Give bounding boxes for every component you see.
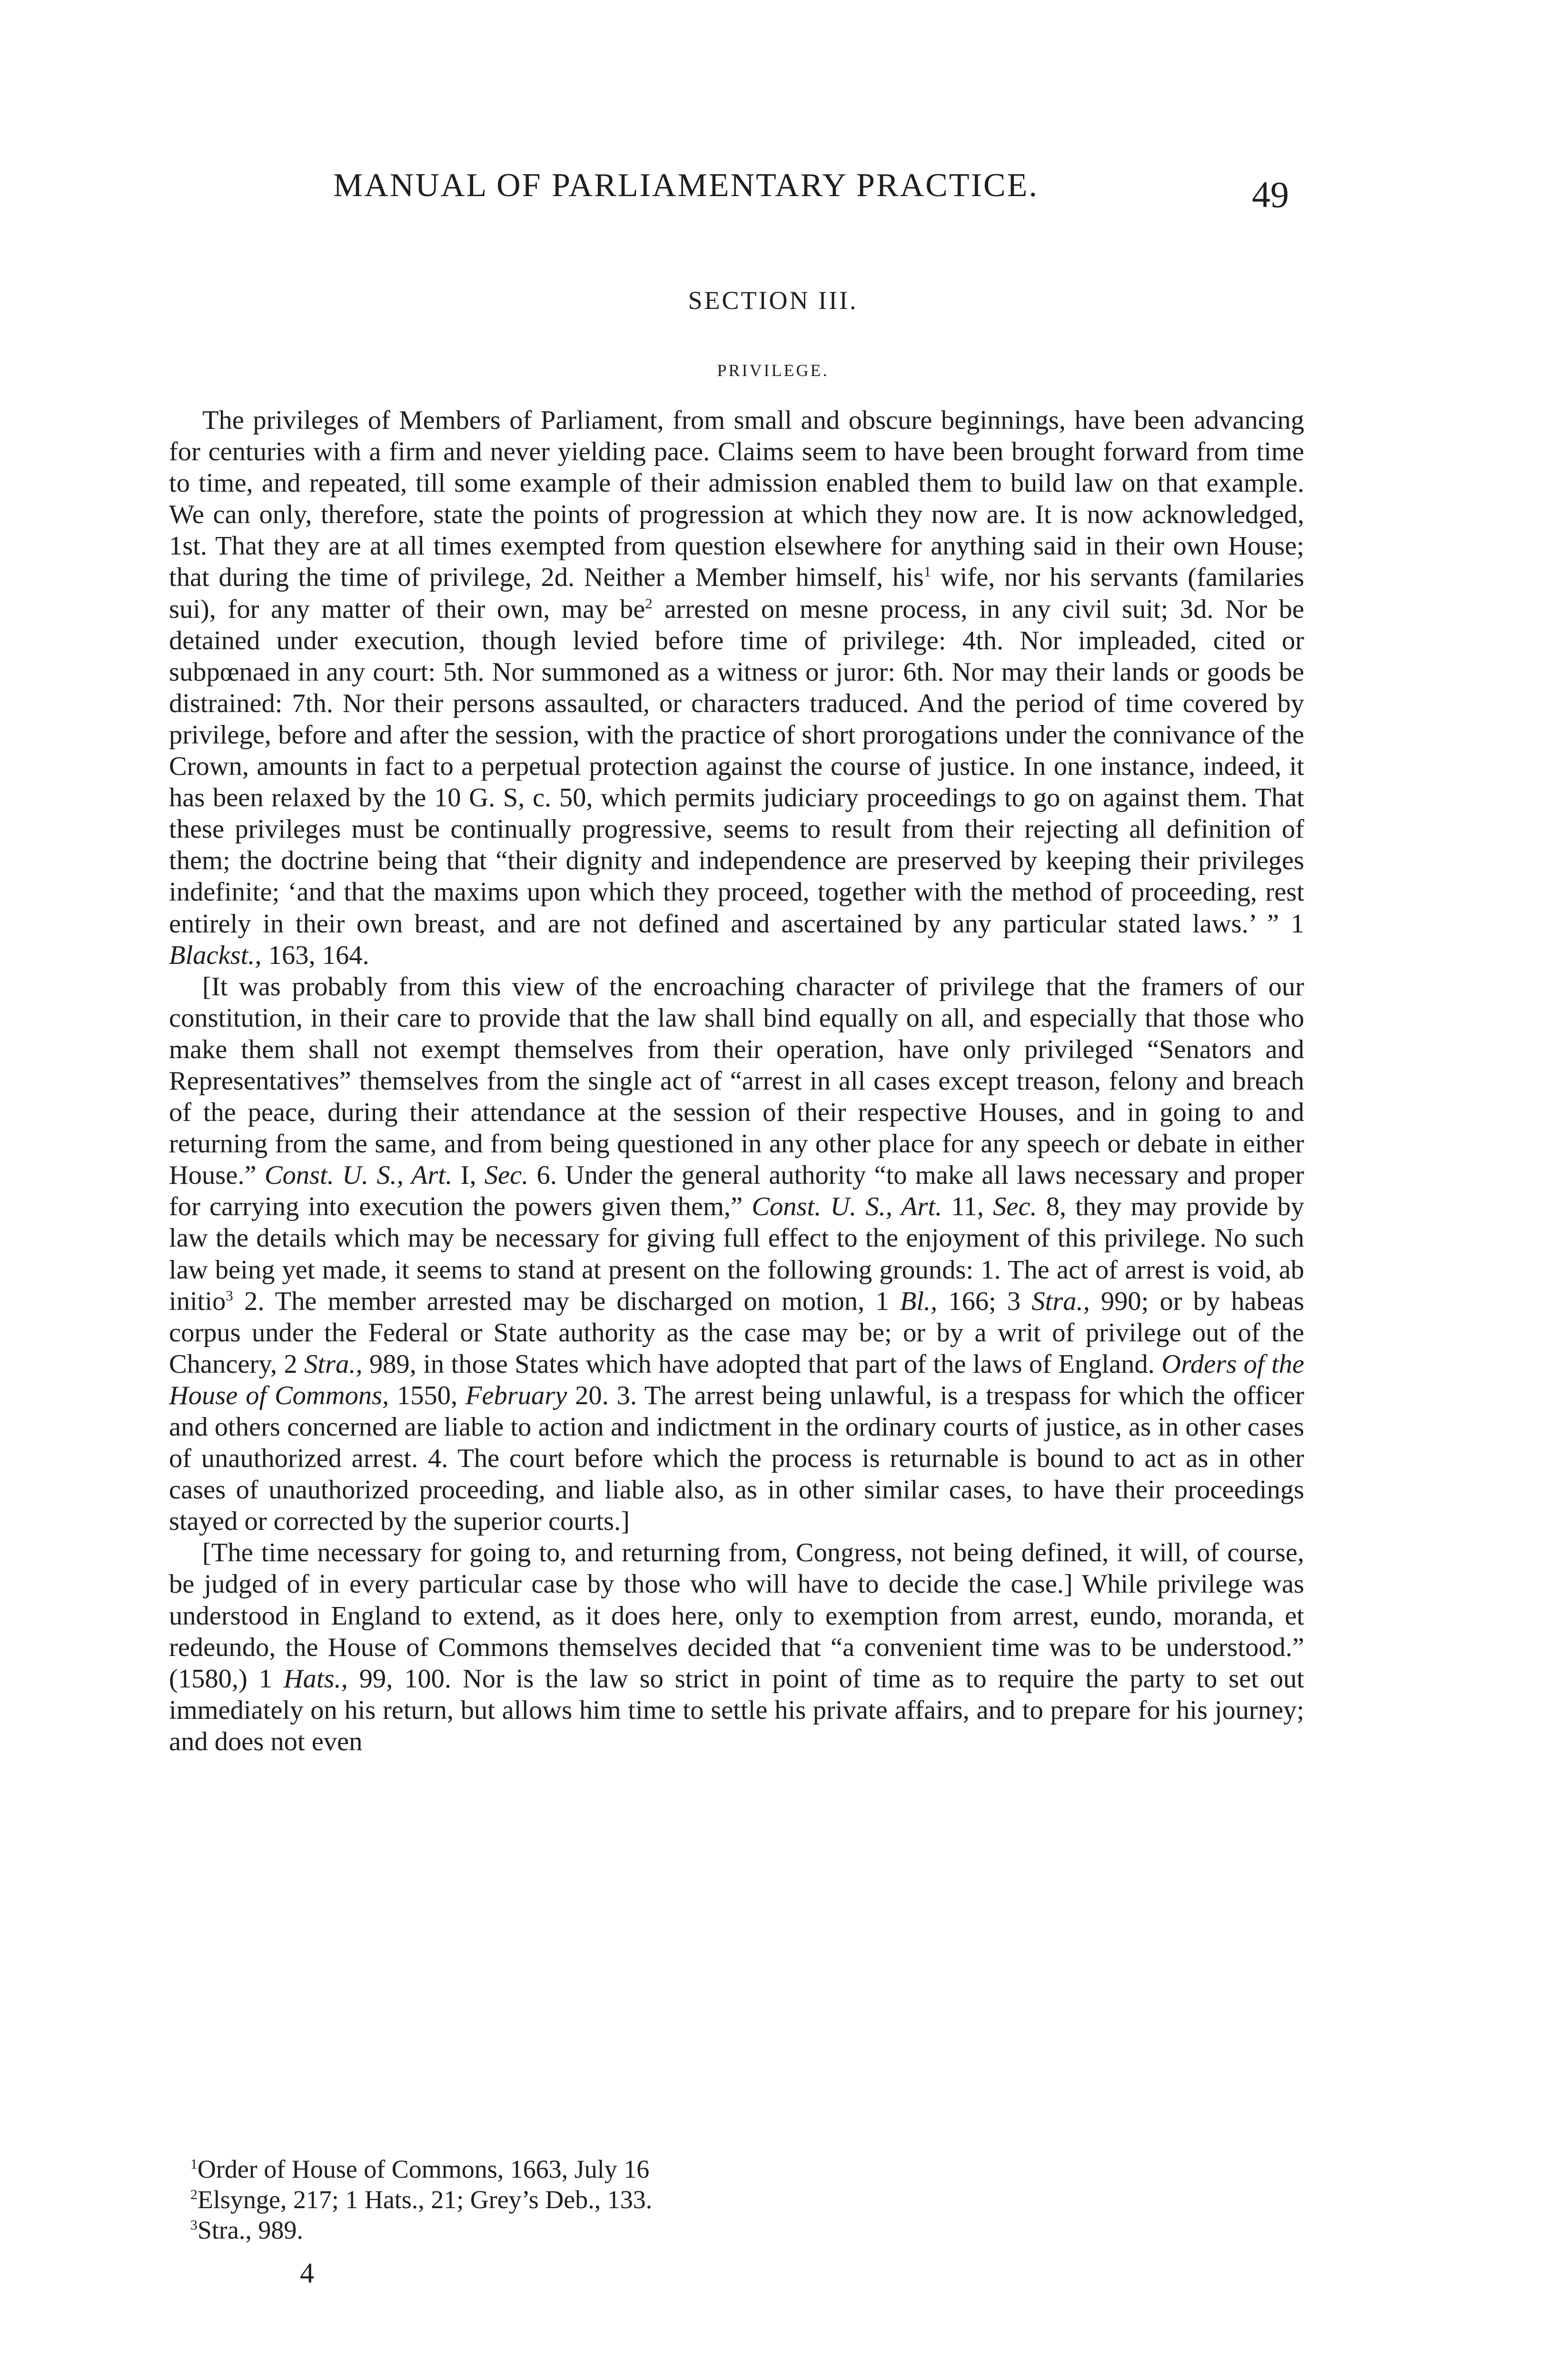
text-run: I, — [452, 1160, 485, 1190]
footnote-1 — [190, 2154, 1285, 2184]
citation: Sec. — [993, 1192, 1037, 1222]
citation: Blackst., — [169, 940, 262, 970]
text-run: 20. 3. The arrest being unlawful, is a trespass for which the officer and others concerned are liable to action and indictment in the ordinary courts of justice, as in other cases of unauthorized arrest. 4. The court before which the process is returnable is bound to act as in other cases of unauthorized proceeding, and liable also, as in other similar cases, to have their proceedings stayed or corrected by the superior courts.] — [169, 1380, 1304, 1537]
footnote-mark: 1 — [190, 2157, 198, 2172]
footnote-mark: 2 — [190, 2187, 198, 2202]
footnote-ref-2: 2 — [645, 595, 653, 612]
text-run: 1550, — [389, 1380, 466, 1410]
section-heading: SECTION III. — [688, 286, 858, 315]
footnote-ref-1: 1 — [923, 563, 932, 580]
footnote-2 — [190, 2184, 1285, 2215]
paragraph-3 — [169, 1537, 1304, 1757]
citation: Const. U. S., Art. — [264, 1160, 453, 1190]
footnote-mark: 3 — [190, 2218, 198, 2233]
text-run: 989, in those States which have adopted that part of the laws of England. — [362, 1349, 1162, 1379]
footnotes — [190, 2154, 1285, 2245]
text-run: 99, 100. Nor is the law so strict in point of time as to require the party to set out immediately on his return, but allows him time to settle his private affairs, and to prepare for his journey; and does not even — [169, 1664, 1304, 1756]
footnote-3 — [190, 2215, 1285, 2245]
citation: Const. U. S., Art. — [752, 1192, 942, 1222]
page-number: 49 — [1252, 174, 1289, 215]
footnote-text: Elsynge, 217; 1 Hats., 21; Grey’s Deb., 133. — [197, 2185, 653, 2214]
text-run: wife, nor his servants (familaries sui), for any matter of their own, may be — [169, 563, 1304, 624]
text-run: The privileges of Members of Parliament, from small and obscure beginnings, have been advancing for centuries with a firm and never yielding pace. Claims seem to have been brought forward from time to time, and repeated, till some example of their admission enabled them to build law on that example. We can only, therefore, state the points of progression at which they now are. It is now acknowledged, 1st. That they are at all times exempted from question elsewhere for anything said in their own House; that during the time of privilege, 2d. Neither a Member himself, his — [169, 406, 1304, 593]
citation: Orders of the House of Commons, — [169, 1349, 1305, 1410]
footnote-text: Order of House of Commons, 1663, July 16 — [197, 2155, 650, 2183]
footnote-ref-3: 3 — [226, 1287, 233, 1304]
running-header — [333, 169, 1314, 202]
signature-mark: 4 — [300, 2257, 314, 2289]
section-subject: PRIVILEGE. — [717, 361, 829, 380]
text-run: 990; or by habeas corpus under the Federal or State authority as the case may be; or by a writ of privilege out of the Chancery, 2 — [169, 1286, 1305, 1379]
citation: February — [465, 1380, 567, 1410]
text-run: 2. The member arrested may be discharged on motion, 1 — [233, 1286, 900, 1316]
running-title: MANUAL OF PARLIAMENTARY PRACTICE. — [333, 167, 1039, 204]
text-run: 166; 3 — [937, 1286, 1032, 1316]
text-run: [The time necessary for going to, and returning from, Congress, not being defined, it will, of course, be judged of in every particular case by those who will have to decide the case.] While privilege was understood in England to extend, as it does here, only to exemption from arrest, eundo, moranda, et redeundo, the House of Commons themselves decided that “a convenient time was to be understood.” (1580,) 1 — [169, 1538, 1304, 1694]
footnote-text: Stra., 989. — [197, 2216, 303, 2244]
body-text — [169, 405, 1304, 1757]
text-run: 8, they may provide by law the details which may be necessary for giving full effect to the enjoyment of this privilege. No such law being yet made, it seems to stand at present on the following grounds: 1. The act of arrest is void, ab initio — [169, 1192, 1305, 1316]
text-run: arrested on mesne process, in any civil suit; 3d. Nor be detained under execution, though levied before time of privilege: 4th. Nor impleaded, cited or subpœnaed in any court: 5th. Nor summoned as a witness or juror: 6th. Nor may their lands or goods be distrained: 7th. Nor their persons assaulted, or characters traduced. And the period of time covered by privilege, before and after the session, with the practice of short prorogations under the connivance of the Crown, amounts in fact to a perpetual protection against the course of justice. In one instance, indeed, it has been relaxed by the 10 G. S, c. 50, which permits judiciary proceedings to go on against them. That these privileges must be continually progressive, seems to result from their rejecting all definition of them; the doctrine being that “their dignity and independence are preserved by keeping their privileges indefinite; ‘and that the maxims upon which they proceed, together with the method of proceeding, rest entirely in their own breast, and are not defined and ascertained by any particular stated laws.’ ” 1 — [169, 594, 1304, 939]
citation: Hats., — [283, 1664, 348, 1694]
text-run: 163, 164. — [261, 940, 369, 970]
text-run: [It was probably from this view of the encroaching character of privilege that the framers of our constitution, in their care to provide that the law shall bind equally on all, and especially that those who make them shall not exempt themselves from their operation, have only privileged “Senators and Representatives” themselves from the single act of “arrest in all cases except treason, felony and breach of the peace, during their attendance at the session of their respective Houses, and in going to and returning from the same, and from being questioned in any other place for any speech or debate in either House.” — [169, 972, 1304, 1190]
citation: Sec. — [484, 1160, 529, 1190]
text-run: 6. Under the general authority “to make all laws necessary and proper for carrying into execution the powers given them,” — [169, 1160, 1304, 1222]
paragraph-2 — [169, 971, 1304, 1537]
citation: Stra., — [1031, 1286, 1090, 1316]
text-run: 11, — [942, 1192, 993, 1222]
citation: Stra., — [304, 1349, 363, 1379]
paragraph-1 — [169, 405, 1304, 971]
citation: Bl., — [900, 1286, 938, 1316]
